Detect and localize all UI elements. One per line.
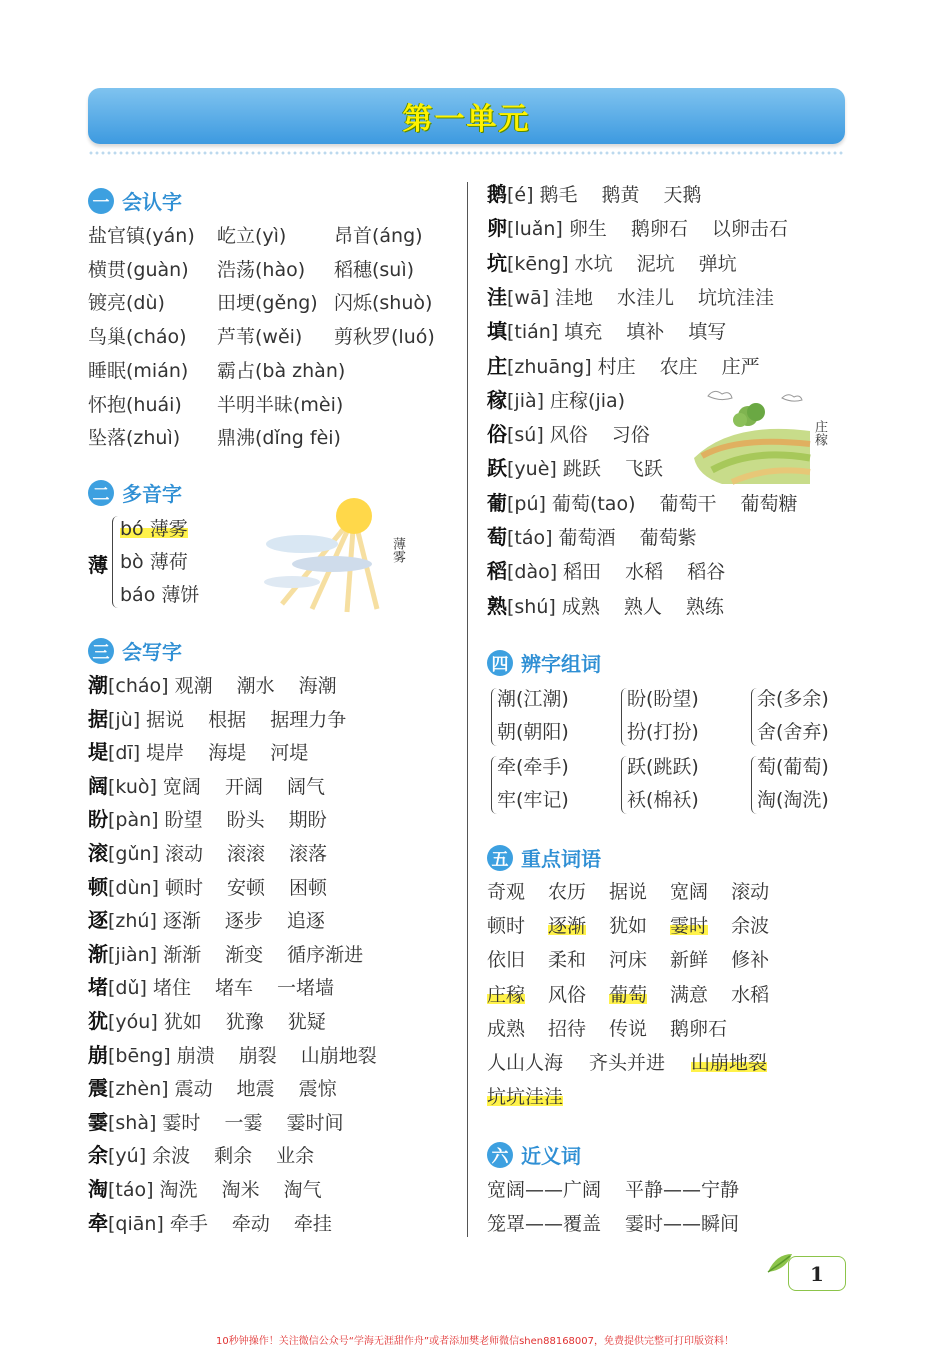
write-row (487, 421, 650, 448)
write-pinyin: [gǔn] (108, 843, 159, 865)
write-row (88, 672, 337, 699)
write-row (88, 1042, 377, 1069)
write-word: 余波 (152, 1145, 191, 1168)
write-pinyin: [táo] (108, 1179, 154, 1201)
keyword: 霎时 (670, 915, 709, 938)
write-char: 崩 (88, 1042, 108, 1067)
illustration-label: 薄雾 (390, 537, 405, 563)
write-char: 坑 (487, 250, 507, 275)
polyphone-reading: bó 薄雾 (120, 518, 188, 540)
write-char: 淘 (88, 1177, 108, 1201)
write-char: 稻 (487, 559, 507, 584)
section-number: 一 (88, 188, 114, 214)
write-word: 海堤 (208, 742, 247, 765)
keyword: 余波 (731, 915, 770, 938)
dotted-divider (88, 150, 845, 156)
write-char: 堤 (88, 740, 108, 765)
write-row (487, 318, 726, 345)
keyword: 农历 (548, 881, 587, 903)
section-number: 三 (88, 638, 114, 664)
write-word: 葡萄酒 (558, 527, 616, 549)
keyword: 奇观 (487, 881, 526, 903)
recognize-word: 屹立(yì) (217, 225, 287, 247)
write-word: 填充 (564, 321, 603, 344)
section-title: 重点词语 (521, 847, 601, 871)
write-word: 河堤 (270, 742, 309, 765)
write-row (487, 181, 702, 208)
write-row (487, 490, 798, 517)
write-word: 成熟 (561, 595, 600, 618)
recognize-word: 浩荡(hào) (217, 258, 306, 281)
keyword-row (487, 947, 769, 973)
write-row (88, 1109, 343, 1136)
write-word: 一堵墙 (276, 977, 334, 1000)
keyword: 招待 (548, 1017, 587, 1040)
recognize-word: 坠落(zhuì) (88, 427, 181, 450)
write-char: 震 (88, 1076, 108, 1101)
write-row (88, 1210, 332, 1237)
keyword-row (487, 879, 769, 905)
write-pinyin: [kuò] (108, 775, 157, 798)
keyword: 坑坑洼洼 (487, 1086, 564, 1109)
write-word: 稻谷 (687, 561, 726, 584)
write-pinyin: [yóu] (108, 1011, 158, 1033)
write-word: 震惊 (298, 1078, 337, 1101)
section-number: 六 (487, 1142, 513, 1168)
write-word: 葡萄(tao) (551, 492, 636, 515)
sun-fog-illustration (262, 494, 392, 614)
keyword: 人山人海 (487, 1052, 564, 1074)
keyword-row (487, 982, 769, 1008)
write-row (487, 215, 788, 242)
write-char: 熟 (487, 593, 507, 618)
write-row (487, 558, 725, 585)
write-char: 跃 (487, 456, 507, 481)
write-word: 鹅卵石 (630, 218, 688, 241)
distinguish-word: 舍(舍弃) (757, 721, 829, 743)
write-word: 农庄 (659, 355, 698, 378)
write-word: 安顿 (227, 876, 266, 899)
write-char: 潮 (88, 673, 108, 697)
recognize-word: 盐官镇(yán) (88, 225, 195, 247)
write-word: 淘米 (221, 1179, 260, 1201)
recognize-word: 田埂(gěng) (217, 292, 318, 315)
distinguish-word: 潮(江潮) (497, 688, 569, 710)
recognize-word: 怀抱(huái) (88, 393, 182, 416)
write-char: 庄 (487, 353, 507, 378)
write-word: 剩余 (214, 1145, 253, 1168)
write-word: 天鹅 (663, 184, 702, 206)
write-word: 稻田 (563, 561, 602, 584)
distinguish-word: 余(多余) (757, 688, 829, 710)
section-title: 会写字 (122, 640, 182, 664)
section-number: 四 (487, 650, 513, 676)
write-word: 崩裂 (238, 1044, 277, 1067)
write-word: 淘气 (283, 1179, 322, 1201)
write-word: 弹坑 (698, 252, 737, 275)
write-word: 潮水 (236, 675, 275, 697)
write-row (487, 524, 697, 551)
write-pinyin: [zhú] (108, 910, 157, 933)
write-row (487, 387, 625, 414)
write-pinyin: [táo] (507, 527, 553, 549)
column-divider (467, 182, 468, 1237)
write-pinyin: [dào] (507, 561, 558, 584)
write-word: 逐步 (224, 910, 263, 933)
keyword: 山崩地裂 (691, 1052, 768, 1074)
write-word: 滚滚 (227, 843, 266, 865)
write-word: 据说 (146, 708, 185, 731)
write-word: 堵住 (152, 977, 191, 1000)
write-word: 犹豫 (225, 1011, 264, 1033)
write-pinyin: [yuè] (507, 458, 557, 481)
keyword: 风俗 (548, 983, 587, 1006)
recognize-word: 剪秋罗(luó) (334, 326, 435, 349)
keyword: 宽阔 (670, 881, 709, 903)
write-word: 鹅毛 (539, 184, 578, 206)
write-pinyin: [shà] (108, 1111, 157, 1134)
keyword: 成熟 (487, 1017, 526, 1040)
write-pinyin: [kēng] (507, 252, 569, 275)
recognize-word: 镀亮(dù) (88, 292, 165, 315)
write-word: 葡萄紫 (639, 527, 697, 549)
write-char: 洼 (487, 284, 507, 309)
synonym-pair: 平静——宁静 (625, 1179, 740, 1201)
synonym-pair: 霎时——瞬间 (625, 1213, 740, 1235)
write-word: 堤岸 (146, 742, 185, 765)
recognize-word: 霸占(bà zhàn) (217, 359, 346, 382)
write-pinyin: [wā] (507, 286, 550, 309)
write-char: 余 (88, 1143, 108, 1168)
keyword-row (487, 1050, 767, 1076)
farm-illustration (692, 386, 812, 486)
write-word: 习俗 (611, 424, 650, 447)
keyword: 水稻 (731, 983, 770, 1006)
unit-title: 第一单元 (402, 102, 531, 137)
recognize-word: 半明半昧(mèi) (217, 393, 344, 416)
write-word: 葡萄干 (659, 492, 717, 515)
write-word: 牵手 (169, 1212, 208, 1235)
write-word: 鹅黄 (601, 184, 640, 206)
write-row (88, 706, 346, 733)
write-word: 水洼儿 (617, 286, 675, 309)
distinguish-word: 盼(盼望) (627, 688, 699, 710)
write-pinyin: [bēng] (108, 1044, 171, 1067)
write-word: 据理力争 (270, 708, 347, 731)
write-word: 卵生 (568, 218, 607, 241)
write-pinyin: [jù] (108, 708, 141, 731)
write-char: 滚 (88, 841, 108, 865)
keyword: 滚动 (731, 881, 770, 903)
write-pinyin: [pàn] (108, 809, 159, 832)
write-char: 牵 (88, 1210, 108, 1235)
write-row (88, 874, 327, 901)
write-word: 开阔 (224, 775, 263, 798)
write-word: 熟人 (623, 595, 662, 618)
write-word: 泥坑 (636, 252, 675, 275)
footer-note: 10秒钟操作！关注微信公众号“学海无涯甜作舟”或者添加樊老师微信shen88168007，免费提供完整可打印版资料！ (215, 1336, 735, 1347)
distinguish-word: 扮(打扮) (627, 721, 699, 743)
write-row (88, 1142, 314, 1169)
recognize-word: 芦苇(wěi) (217, 326, 303, 349)
write-pinyin: [é] (507, 184, 534, 206)
write-row (487, 593, 724, 620)
write-char: 霎 (88, 1109, 108, 1134)
write-word: 熟练 (685, 595, 724, 618)
unit-title-banner (88, 88, 845, 144)
section-title: 会认字 (122, 190, 182, 214)
write-word: 宽阔 (162, 775, 201, 798)
write-row (487, 284, 774, 311)
write-word: 崩溃 (176, 1044, 215, 1067)
synonym-row (487, 1177, 739, 1203)
write-word: 填补 (626, 321, 665, 344)
distinguish-word: 袄(棉袄) (627, 789, 699, 811)
write-word: 期盼 (288, 809, 327, 832)
keyword: 鹅卵石 (670, 1017, 728, 1040)
keyword: 修补 (731, 949, 770, 972)
synonym-pair: 宽阔——广阔 (487, 1179, 602, 1201)
write-char: 卵 (487, 216, 507, 241)
write-row (88, 907, 325, 934)
write-word: 震动 (174, 1078, 213, 1101)
section-title: 多音字 (122, 482, 182, 506)
distinguish-word: 牵(牵手) (497, 756, 569, 778)
write-word: 风俗 (549, 424, 588, 447)
write-word: 业余 (276, 1145, 315, 1168)
write-row (88, 974, 334, 1001)
write-word: 淘洗 (159, 1179, 198, 1201)
write-word: 坑坑洼洼 (698, 286, 775, 309)
write-word: 霎时间 (286, 1111, 344, 1134)
section-header-recognize (88, 186, 182, 215)
write-pinyin: [dùn] (108, 876, 159, 899)
write-char: 犹 (88, 1009, 108, 1033)
write-pinyin: [sú] (507, 424, 544, 447)
write-word: 盼头 (226, 809, 265, 832)
write-word: 洼地 (555, 286, 594, 309)
write-word: 一霎 (224, 1111, 263, 1134)
write-word: 渐变 (225, 943, 264, 966)
write-pinyin: [zhuāng] (507, 355, 592, 378)
write-word: 犹疑 (287, 1011, 326, 1033)
write-char: 据 (88, 706, 108, 731)
write-word: 困顿 (289, 876, 328, 899)
write-pinyin: [pú] (507, 492, 546, 515)
write-char: 阔 (88, 773, 108, 798)
distinguish-word: 牢(牢记) (497, 789, 569, 811)
write-word: 牵动 (231, 1212, 270, 1235)
keyword: 逐渐 (548, 915, 587, 938)
write-row (88, 941, 363, 968)
write-word: 山崩地裂 (300, 1044, 377, 1067)
distinguish-word: 淘(淘洗) (757, 789, 829, 811)
section-header-polyphone (88, 478, 182, 507)
write-word: 地震 (236, 1078, 275, 1101)
write-pinyin: [tián] (507, 321, 559, 344)
write-pinyin: [zhèn] (108, 1078, 169, 1101)
page-number: 1 (788, 1256, 846, 1291)
write-word: 庄稼(jia) (550, 389, 626, 412)
write-char: 俗 (487, 422, 507, 447)
section-header-synonyms (487, 1140, 581, 1169)
write-word: 填写 (688, 321, 727, 344)
section-header-distinguish (487, 648, 601, 677)
keyword: 柔和 (548, 949, 587, 972)
write-word: 村庄 (597, 355, 636, 378)
write-pinyin: [dī] (108, 742, 141, 765)
write-char: 鹅 (487, 182, 507, 206)
write-row (88, 773, 325, 800)
keyword-row (487, 1016, 727, 1042)
keyword: 依旧 (487, 949, 526, 972)
write-row (88, 840, 327, 867)
write-word: 追逐 (286, 910, 325, 933)
write-word: 渐渐 (163, 943, 202, 966)
write-word: 根据 (208, 708, 247, 731)
keyword: 犹如 (609, 915, 648, 938)
write-word: 霎时 (162, 1111, 201, 1134)
distinguish-word: 萄(葡萄) (757, 756, 829, 778)
keyword-row (487, 913, 769, 939)
write-word: 滚动 (164, 843, 203, 865)
write-pinyin: [dǔ] (108, 977, 147, 1000)
write-pinyin: [cháo] (108, 675, 169, 697)
write-pinyin: [jià] (507, 389, 545, 412)
keyword: 庄稼 (487, 983, 526, 1006)
recognize-word: 鼎沸(dǐng fèi) (217, 427, 341, 450)
write-word: 水坑 (574, 252, 613, 275)
write-word: 循序渐进 (287, 943, 364, 966)
recognize-word: 横贯(guàn) (88, 258, 189, 281)
write-row (487, 353, 760, 380)
polyphone-reading: bò 薄荷 (120, 551, 188, 573)
synonym-pair: 笼罩——覆盖 (487, 1213, 602, 1235)
write-char: 萄 (487, 525, 507, 549)
keyword: 新鲜 (670, 949, 709, 972)
illustration-label: 庄稼 (812, 420, 827, 446)
keyword: 葡萄 (609, 983, 648, 1006)
write-word: 观潮 (174, 675, 213, 697)
recognize-word: 昂首(áng) (334, 225, 423, 247)
write-char: 葡 (487, 490, 507, 515)
keyword: 河床 (609, 949, 648, 972)
write-row (487, 455, 663, 482)
polyphone-reading: báo 薄饼 (120, 584, 200, 606)
write-word: 以卵击石 (711, 218, 788, 241)
recognize-word: 睡眠(mián) (88, 359, 189, 382)
keyword: 传说 (609, 1017, 648, 1040)
write-word: 顿时 (164, 876, 203, 899)
recognize-word: 稻穗(suì) (334, 258, 415, 281)
write-word: 滚落 (289, 843, 328, 865)
section-header-write (88, 636, 182, 665)
write-word: 海潮 (298, 675, 337, 697)
write-char: 渐 (88, 941, 108, 966)
write-word: 盼望 (164, 809, 203, 832)
synonym-row (487, 1211, 739, 1237)
section-title: 辨字组词 (521, 652, 601, 676)
write-pinyin: [jiàn] (108, 943, 158, 966)
write-word: 庄严 (721, 355, 760, 378)
write-pinyin: [shú] (507, 595, 556, 618)
keyword: 据说 (609, 881, 648, 903)
write-char: 稼 (487, 387, 507, 412)
write-row (88, 739, 308, 766)
write-word: 葡萄糖 (740, 492, 798, 515)
section-number: 五 (487, 845, 513, 871)
write-char: 填 (487, 319, 507, 344)
polyphone-char: 薄 (88, 553, 108, 577)
keyword: 顿时 (487, 915, 526, 938)
write-pinyin: [yú] (108, 1145, 147, 1168)
recognize-word: 闪烁(shuò) (334, 292, 433, 315)
write-word: 堵车 (214, 977, 253, 1000)
section-header-keywords (487, 843, 601, 872)
keyword-row (487, 1084, 563, 1110)
write-word: 水稻 (625, 561, 664, 584)
write-word: 阔气 (286, 775, 325, 798)
section-title: 近义词 (521, 1144, 581, 1168)
write-pinyin: [luǎn] (507, 218, 563, 241)
write-pinyin: [qiān] (108, 1212, 164, 1235)
write-char: 盼 (88, 807, 108, 832)
write-word: 牵挂 (293, 1212, 332, 1235)
keyword: 齐头并进 (589, 1052, 666, 1074)
write-char: 顿 (88, 874, 108, 899)
recognize-word: 鸟巢(cháo) (88, 326, 187, 349)
write-row (88, 1008, 326, 1035)
keyword: 满意 (670, 983, 709, 1006)
write-row (88, 806, 327, 833)
write-word: 犹如 (163, 1011, 202, 1033)
write-word: 逐渐 (162, 910, 201, 933)
distinguish-word: 朝(朝阳) (497, 721, 569, 743)
write-row (487, 250, 737, 277)
distinguish-word: 跃(跳跃) (627, 756, 699, 778)
write-row (88, 1075, 337, 1102)
write-char: 逐 (88, 908, 108, 933)
section-number: 二 (88, 480, 114, 506)
write-char: 堵 (88, 975, 108, 1000)
write-word: 跳跃 (562, 458, 601, 481)
write-row (88, 1176, 322, 1203)
write-word: 飞跃 (624, 458, 663, 481)
